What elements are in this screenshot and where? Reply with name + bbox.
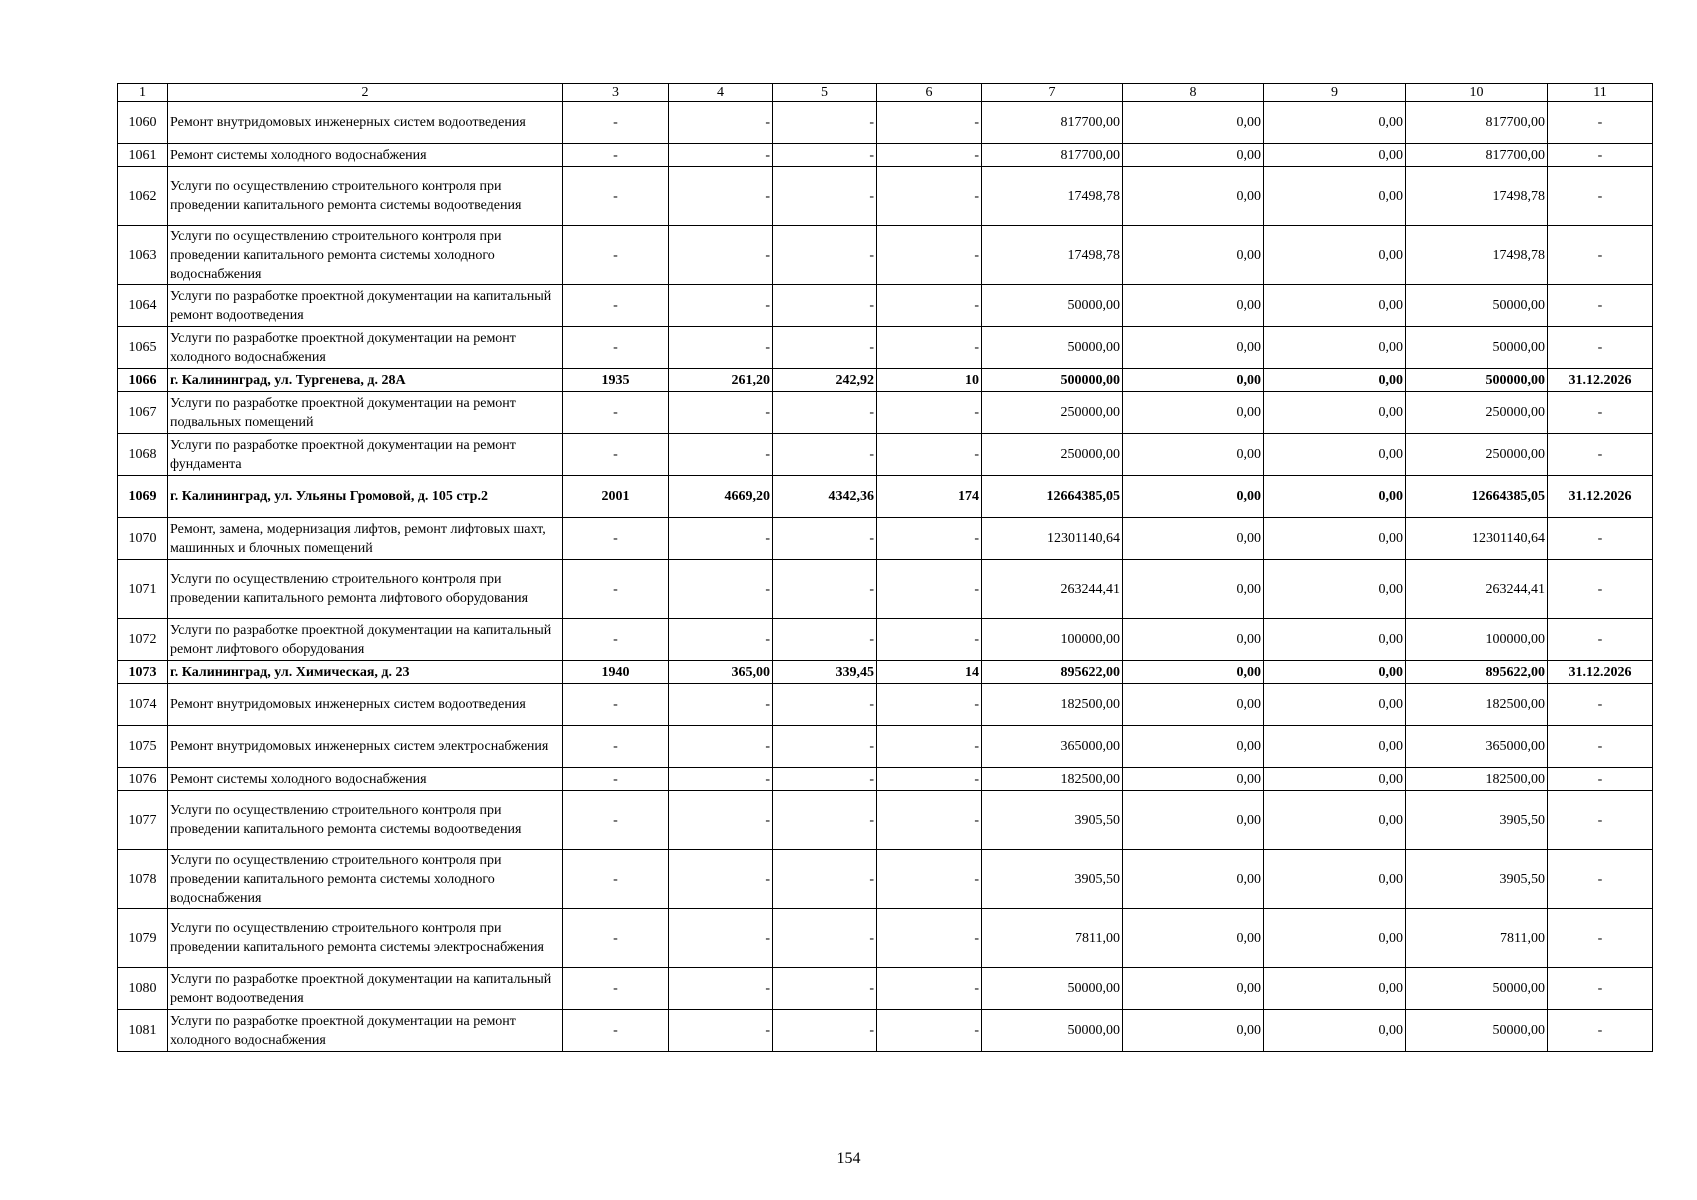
col5-cell: - bbox=[773, 850, 877, 909]
page-number: 154 bbox=[836, 1150, 861, 1167]
col5-cell: - bbox=[773, 619, 877, 661]
col7-cell: 17498,78 bbox=[982, 226, 1123, 285]
col6-cell: - bbox=[877, 968, 982, 1010]
col7-cell: 50000,00 bbox=[982, 285, 1123, 327]
table-row bbox=[118, 909, 1653, 968]
col11-cell: - bbox=[1548, 909, 1653, 968]
col6-cell: 14 bbox=[877, 661, 982, 684]
table-row bbox=[118, 726, 1653, 768]
col9-cell: 0,00 bbox=[1264, 167, 1406, 226]
col7-cell: 365000,00 bbox=[982, 726, 1123, 768]
col10-cell: 50000,00 bbox=[1406, 327, 1548, 369]
col11-cell: - bbox=[1548, 518, 1653, 560]
col7-cell: 182500,00 bbox=[982, 768, 1123, 791]
col4-cell: - bbox=[669, 909, 773, 968]
col5-cell: - bbox=[773, 560, 877, 619]
table-row bbox=[118, 518, 1653, 560]
col5-cell: - bbox=[773, 226, 877, 285]
table-row bbox=[118, 226, 1653, 285]
description-cell: Услуги по осуществлению строительного контроля при проведении капитального ремонта системы водоотведения bbox=[168, 791, 563, 850]
col10-cell: 263244,41 bbox=[1406, 560, 1548, 619]
column-number: 8 bbox=[1123, 84, 1264, 102]
col7-cell: 3905,50 bbox=[982, 791, 1123, 850]
col9-cell: 0,00 bbox=[1264, 434, 1406, 476]
col6-cell: - bbox=[877, 102, 982, 144]
description-cell: Услуги по разработке проектной документации на капитальный ремонт водоотведения bbox=[168, 285, 563, 327]
col6-cell: - bbox=[877, 791, 982, 850]
column-number: 9 bbox=[1264, 84, 1406, 102]
col9-cell: 0,00 bbox=[1264, 768, 1406, 791]
col10-cell: 17498,78 bbox=[1406, 167, 1548, 226]
col8-cell: 0,00 bbox=[1123, 144, 1264, 167]
col6-cell: - bbox=[877, 285, 982, 327]
col10-cell: 500000,00 bbox=[1406, 369, 1548, 392]
col10-cell: 365000,00 bbox=[1406, 726, 1548, 768]
col8-cell: 0,00 bbox=[1123, 1010, 1264, 1052]
col3-cell: - bbox=[563, 619, 669, 661]
table-row bbox=[118, 684, 1653, 726]
col9-cell: 0,00 bbox=[1264, 476, 1406, 518]
col4-cell: - bbox=[669, 968, 773, 1010]
description-cell: г. Калининград, ул. Тургенева, д. 28А bbox=[168, 369, 563, 392]
col3-cell: - bbox=[563, 850, 669, 909]
col11-cell: - bbox=[1548, 726, 1653, 768]
col10-cell: 817700,00 bbox=[1406, 102, 1548, 144]
col9-cell: 0,00 bbox=[1264, 1010, 1406, 1052]
column-number: 6 bbox=[877, 84, 982, 102]
table-row bbox=[118, 102, 1653, 144]
col10-cell: 182500,00 bbox=[1406, 684, 1548, 726]
col9-cell: 0,00 bbox=[1264, 726, 1406, 768]
col7-cell: 817700,00 bbox=[982, 102, 1123, 144]
col10-cell: 50000,00 bbox=[1406, 1010, 1548, 1052]
col11-cell: - bbox=[1548, 167, 1653, 226]
col10-cell: 182500,00 bbox=[1406, 768, 1548, 791]
col4-cell: - bbox=[669, 791, 773, 850]
col7-cell: 3905,50 bbox=[982, 850, 1123, 909]
col3-cell: - bbox=[563, 518, 669, 560]
row-id-cell: 1070 bbox=[118, 518, 168, 560]
col6-cell: 174 bbox=[877, 476, 982, 518]
col10-cell: 3905,50 bbox=[1406, 850, 1548, 909]
col7-cell: 50000,00 bbox=[982, 968, 1123, 1010]
table-row bbox=[118, 661, 1653, 684]
col8-cell: 0,00 bbox=[1123, 392, 1264, 434]
col9-cell: 0,00 bbox=[1264, 285, 1406, 327]
row-id-cell: 1068 bbox=[118, 434, 168, 476]
col5-cell: - bbox=[773, 909, 877, 968]
col9-cell: 0,00 bbox=[1264, 968, 1406, 1010]
col6-cell: - bbox=[877, 167, 982, 226]
col9-cell: 0,00 bbox=[1264, 850, 1406, 909]
repair-table bbox=[117, 83, 1653, 1052]
col6-cell: - bbox=[877, 768, 982, 791]
row-id-cell: 1061 bbox=[118, 144, 168, 167]
col7-cell: 100000,00 bbox=[982, 619, 1123, 661]
description-cell: Ремонт системы холодного водоснабжения bbox=[168, 144, 563, 167]
col4-cell: - bbox=[669, 560, 773, 619]
col7-cell: 182500,00 bbox=[982, 684, 1123, 726]
table-row bbox=[118, 1010, 1653, 1052]
col5-cell: - bbox=[773, 1010, 877, 1052]
row-id-cell: 1077 bbox=[118, 791, 168, 850]
col11-cell: - bbox=[1548, 1010, 1653, 1052]
row-id-cell: 1063 bbox=[118, 226, 168, 285]
col3-cell: - bbox=[563, 560, 669, 619]
col11-cell: 31.12.2026 bbox=[1548, 661, 1653, 684]
col6-cell: - bbox=[877, 1010, 982, 1052]
col8-cell: 0,00 bbox=[1123, 369, 1264, 392]
col5-cell: 4342,36 bbox=[773, 476, 877, 518]
col8-cell: 0,00 bbox=[1123, 285, 1264, 327]
col11-cell: - bbox=[1548, 392, 1653, 434]
col6-cell: - bbox=[877, 850, 982, 909]
col4-cell: 365,00 bbox=[669, 661, 773, 684]
col10-cell: 17498,78 bbox=[1406, 226, 1548, 285]
table-row bbox=[118, 392, 1653, 434]
column-number: 2 bbox=[168, 84, 563, 102]
col5-cell: 242,92 bbox=[773, 369, 877, 392]
col11-cell: - bbox=[1548, 768, 1653, 791]
col3-cell: - bbox=[563, 285, 669, 327]
col5-cell: - bbox=[773, 684, 877, 726]
col4-cell: - bbox=[669, 518, 773, 560]
col10-cell: 12301140,64 bbox=[1406, 518, 1548, 560]
col4-cell: 4669,20 bbox=[669, 476, 773, 518]
row-id-cell: 1071 bbox=[118, 560, 168, 619]
col8-cell: 0,00 bbox=[1123, 661, 1264, 684]
col6-cell: - bbox=[877, 434, 982, 476]
col3-cell: 2001 bbox=[563, 476, 669, 518]
col3-cell: - bbox=[563, 102, 669, 144]
col8-cell: 0,00 bbox=[1123, 684, 1264, 726]
col4-cell: - bbox=[669, 619, 773, 661]
description-cell: г. Калининград, ул. Ульяны Громовой, д. 105 стр.2 bbox=[168, 476, 563, 518]
row-id-cell: 1060 bbox=[118, 102, 168, 144]
col9-cell: 0,00 bbox=[1264, 684, 1406, 726]
col10-cell: 12664385,05 bbox=[1406, 476, 1548, 518]
col5-cell: - bbox=[773, 791, 877, 850]
col4-cell: - bbox=[669, 144, 773, 167]
col11-cell: 31.12.2026 bbox=[1548, 369, 1653, 392]
col8-cell: 0,00 bbox=[1123, 560, 1264, 619]
description-cell: Ремонт, замена, модернизация лифтов, ремонт лифтовых шахт, машинных и блочных помещений bbox=[168, 518, 563, 560]
col4-cell: 261,20 bbox=[669, 369, 773, 392]
description-cell: Услуги по разработке проектной документации на капитальный ремонт водоотведения bbox=[168, 968, 563, 1010]
col6-cell: - bbox=[877, 392, 982, 434]
col5-cell: - bbox=[773, 726, 877, 768]
col5-cell: 339,45 bbox=[773, 661, 877, 684]
description-cell: Услуги по разработке проектной документации на ремонт подвальных помещений bbox=[168, 392, 563, 434]
col3-cell: - bbox=[563, 144, 669, 167]
col8-cell: 0,00 bbox=[1123, 909, 1264, 968]
col10-cell: 250000,00 bbox=[1406, 434, 1548, 476]
col6-cell: - bbox=[877, 560, 982, 619]
col11-cell: - bbox=[1548, 226, 1653, 285]
col11-cell: - bbox=[1548, 850, 1653, 909]
table-body bbox=[118, 84, 1653, 1052]
col6-cell: - bbox=[877, 144, 982, 167]
col9-cell: 0,00 bbox=[1264, 661, 1406, 684]
col9-cell: 0,00 bbox=[1264, 226, 1406, 285]
col8-cell: 0,00 bbox=[1123, 850, 1264, 909]
col11-cell: 31.12.2026 bbox=[1548, 476, 1653, 518]
column-number: 5 bbox=[773, 84, 877, 102]
table-row bbox=[118, 968, 1653, 1010]
col3-cell: - bbox=[563, 791, 669, 850]
col7-cell: 50000,00 bbox=[982, 327, 1123, 369]
col8-cell: 0,00 bbox=[1123, 791, 1264, 850]
col9-cell: 0,00 bbox=[1264, 144, 1406, 167]
col11-cell: - bbox=[1548, 684, 1653, 726]
table-row bbox=[118, 791, 1653, 850]
col9-cell: 0,00 bbox=[1264, 791, 1406, 850]
table-row bbox=[118, 476, 1653, 518]
col10-cell: 895622,00 bbox=[1406, 661, 1548, 684]
row-id-cell: 1079 bbox=[118, 909, 168, 968]
col9-cell: 0,00 bbox=[1264, 327, 1406, 369]
col8-cell: 0,00 bbox=[1123, 434, 1264, 476]
col11-cell: - bbox=[1548, 560, 1653, 619]
col3-cell: - bbox=[563, 968, 669, 1010]
col4-cell: - bbox=[669, 226, 773, 285]
row-id-cell: 1078 bbox=[118, 850, 168, 909]
col6-cell: - bbox=[877, 726, 982, 768]
table-row bbox=[118, 850, 1653, 909]
table-row bbox=[118, 144, 1653, 167]
col11-cell: - bbox=[1548, 285, 1653, 327]
col3-cell: - bbox=[563, 1010, 669, 1052]
col3-cell: - bbox=[563, 226, 669, 285]
table-row bbox=[118, 327, 1653, 369]
col9-cell: 0,00 bbox=[1264, 909, 1406, 968]
col4-cell: - bbox=[669, 102, 773, 144]
col7-cell: 817700,00 bbox=[982, 144, 1123, 167]
col8-cell: 0,00 bbox=[1123, 327, 1264, 369]
col3-cell: 1935 bbox=[563, 369, 669, 392]
col3-cell: - bbox=[563, 392, 669, 434]
description-cell: Ремонт внутридомовых инженерных систем электроснабжения bbox=[168, 726, 563, 768]
description-cell: Ремонт внутридомовых инженерных систем водоотведения bbox=[168, 684, 563, 726]
col8-cell: 0,00 bbox=[1123, 518, 1264, 560]
col5-cell: - bbox=[773, 327, 877, 369]
row-id-cell: 1080 bbox=[118, 968, 168, 1010]
col9-cell: 0,00 bbox=[1264, 369, 1406, 392]
row-id-cell: 1076 bbox=[118, 768, 168, 791]
col6-cell: - bbox=[877, 909, 982, 968]
description-cell: Услуги по осуществлению строительного контроля при проведении капитального ремонта системы холодного водоснабжения bbox=[168, 226, 563, 285]
col4-cell: - bbox=[669, 392, 773, 434]
row-id-cell: 1075 bbox=[118, 726, 168, 768]
col4-cell: - bbox=[669, 434, 773, 476]
col5-cell: - bbox=[773, 285, 877, 327]
col4-cell: - bbox=[669, 1010, 773, 1052]
col7-cell: 12301140,64 bbox=[982, 518, 1123, 560]
col8-cell: 0,00 bbox=[1123, 768, 1264, 791]
col11-cell: - bbox=[1548, 791, 1653, 850]
description-cell: Услуги по разработке проектной документации на ремонт холодного водоснабжения bbox=[168, 327, 563, 369]
col11-cell: - bbox=[1548, 434, 1653, 476]
col9-cell: 0,00 bbox=[1264, 619, 1406, 661]
col3-cell: - bbox=[563, 909, 669, 968]
description-cell: Ремонт внутридомовых инженерных систем водоотведения bbox=[168, 102, 563, 144]
col9-cell: 0,00 bbox=[1264, 102, 1406, 144]
description-cell: Услуги по осуществлению строительного контроля при проведении капитального ремонта системы электроснабжения bbox=[168, 909, 563, 968]
col7-cell: 263244,41 bbox=[982, 560, 1123, 619]
col4-cell: - bbox=[669, 167, 773, 226]
col11-cell: - bbox=[1548, 619, 1653, 661]
description-cell: Услуги по разработке проектной документации на ремонт холодного водоснабжения bbox=[168, 1010, 563, 1052]
description-cell: г. Калининград, ул. Химическая, д. 23 bbox=[168, 661, 563, 684]
col10-cell: 817700,00 bbox=[1406, 144, 1548, 167]
col6-cell: - bbox=[877, 684, 982, 726]
col3-cell: 1940 bbox=[563, 661, 669, 684]
row-id-cell: 1073 bbox=[118, 661, 168, 684]
col10-cell: 7811,00 bbox=[1406, 909, 1548, 968]
col10-cell: 250000,00 bbox=[1406, 392, 1548, 434]
row-id-cell: 1072 bbox=[118, 619, 168, 661]
col8-cell: 0,00 bbox=[1123, 726, 1264, 768]
col7-cell: 7811,00 bbox=[982, 909, 1123, 968]
col5-cell: - bbox=[773, 102, 877, 144]
col8-cell: 0,00 bbox=[1123, 102, 1264, 144]
col3-cell: - bbox=[563, 167, 669, 226]
col11-cell: - bbox=[1548, 327, 1653, 369]
row-id-cell: 1074 bbox=[118, 684, 168, 726]
row-id-cell: 1064 bbox=[118, 285, 168, 327]
col5-cell: - bbox=[773, 518, 877, 560]
col7-cell: 250000,00 bbox=[982, 392, 1123, 434]
col3-cell: - bbox=[563, 726, 669, 768]
col7-cell: 17498,78 bbox=[982, 167, 1123, 226]
table-row bbox=[118, 369, 1653, 392]
col6-cell: - bbox=[877, 226, 982, 285]
col7-cell: 500000,00 bbox=[982, 369, 1123, 392]
description-cell: Услуги по осуществлению строительного контроля при проведении капитального ремонта системы холодного водоснабжения bbox=[168, 850, 563, 909]
col8-cell: 0,00 bbox=[1123, 476, 1264, 518]
col11-cell: - bbox=[1548, 144, 1653, 167]
table-row bbox=[118, 434, 1653, 476]
column-number: 7 bbox=[982, 84, 1123, 102]
description-cell: Услуги по осуществлению строительного контроля при проведении капитального ремонта лифтового оборудования bbox=[168, 560, 563, 619]
col3-cell: - bbox=[563, 768, 669, 791]
col6-cell: - bbox=[877, 327, 982, 369]
col5-cell: - bbox=[773, 167, 877, 226]
row-id-cell: 1081 bbox=[118, 1010, 168, 1052]
table-row bbox=[118, 285, 1653, 327]
description-cell: Услуги по осуществлению строительного контроля при проведении капитального ремонта системы водоотведения bbox=[168, 167, 563, 226]
column-number: 10 bbox=[1406, 84, 1548, 102]
col4-cell: - bbox=[669, 850, 773, 909]
row-id-cell: 1066 bbox=[118, 369, 168, 392]
col7-cell: 50000,00 bbox=[982, 1010, 1123, 1052]
row-id-cell: 1065 bbox=[118, 327, 168, 369]
col4-cell: - bbox=[669, 285, 773, 327]
table-row bbox=[118, 619, 1653, 661]
table-row bbox=[118, 167, 1653, 226]
row-id-cell: 1069 bbox=[118, 476, 168, 518]
col5-cell: - bbox=[773, 968, 877, 1010]
col6-cell: - bbox=[877, 619, 982, 661]
col11-cell: - bbox=[1548, 102, 1653, 144]
col10-cell: 100000,00 bbox=[1406, 619, 1548, 661]
col8-cell: 0,00 bbox=[1123, 167, 1264, 226]
description-cell: Ремонт системы холодного водоснабжения bbox=[168, 768, 563, 791]
col7-cell: 895622,00 bbox=[982, 661, 1123, 684]
table-row bbox=[118, 560, 1653, 619]
col10-cell: 50000,00 bbox=[1406, 968, 1548, 1010]
row-id-cell: 1062 bbox=[118, 167, 168, 226]
col8-cell: 0,00 bbox=[1123, 226, 1264, 285]
col4-cell: - bbox=[669, 684, 773, 726]
column-number: 11 bbox=[1548, 84, 1653, 102]
column-number: 3 bbox=[563, 84, 669, 102]
col10-cell: 50000,00 bbox=[1406, 285, 1548, 327]
col6-cell: 10 bbox=[877, 369, 982, 392]
col7-cell: 12664385,05 bbox=[982, 476, 1123, 518]
col8-cell: 0,00 bbox=[1123, 619, 1264, 661]
col11-cell: - bbox=[1548, 968, 1653, 1010]
col7-cell: 250000,00 bbox=[982, 434, 1123, 476]
col8-cell: 0,00 bbox=[1123, 968, 1264, 1010]
col5-cell: - bbox=[773, 434, 877, 476]
table-row bbox=[118, 768, 1653, 791]
col3-cell: - bbox=[563, 434, 669, 476]
col9-cell: 0,00 bbox=[1264, 518, 1406, 560]
col3-cell: - bbox=[563, 327, 669, 369]
col4-cell: - bbox=[669, 768, 773, 791]
col5-cell: - bbox=[773, 392, 877, 434]
col3-cell: - bbox=[563, 684, 669, 726]
description-cell: Услуги по разработке проектной документации на ремонт фундамента bbox=[168, 434, 563, 476]
row-id-cell: 1067 bbox=[118, 392, 168, 434]
col4-cell: - bbox=[669, 327, 773, 369]
column-number: 1 bbox=[118, 84, 168, 102]
column-number: 4 bbox=[669, 84, 773, 102]
col5-cell: - bbox=[773, 144, 877, 167]
column-number-row bbox=[118, 84, 1653, 102]
description-cell: Услуги по разработке проектной документации на капитальный ремонт лифтового оборудования bbox=[168, 619, 563, 661]
col10-cell: 3905,50 bbox=[1406, 791, 1548, 850]
col9-cell: 0,00 bbox=[1264, 560, 1406, 619]
col6-cell: - bbox=[877, 518, 982, 560]
col5-cell: - bbox=[773, 768, 877, 791]
col9-cell: 0,00 bbox=[1264, 392, 1406, 434]
col4-cell: - bbox=[669, 726, 773, 768]
